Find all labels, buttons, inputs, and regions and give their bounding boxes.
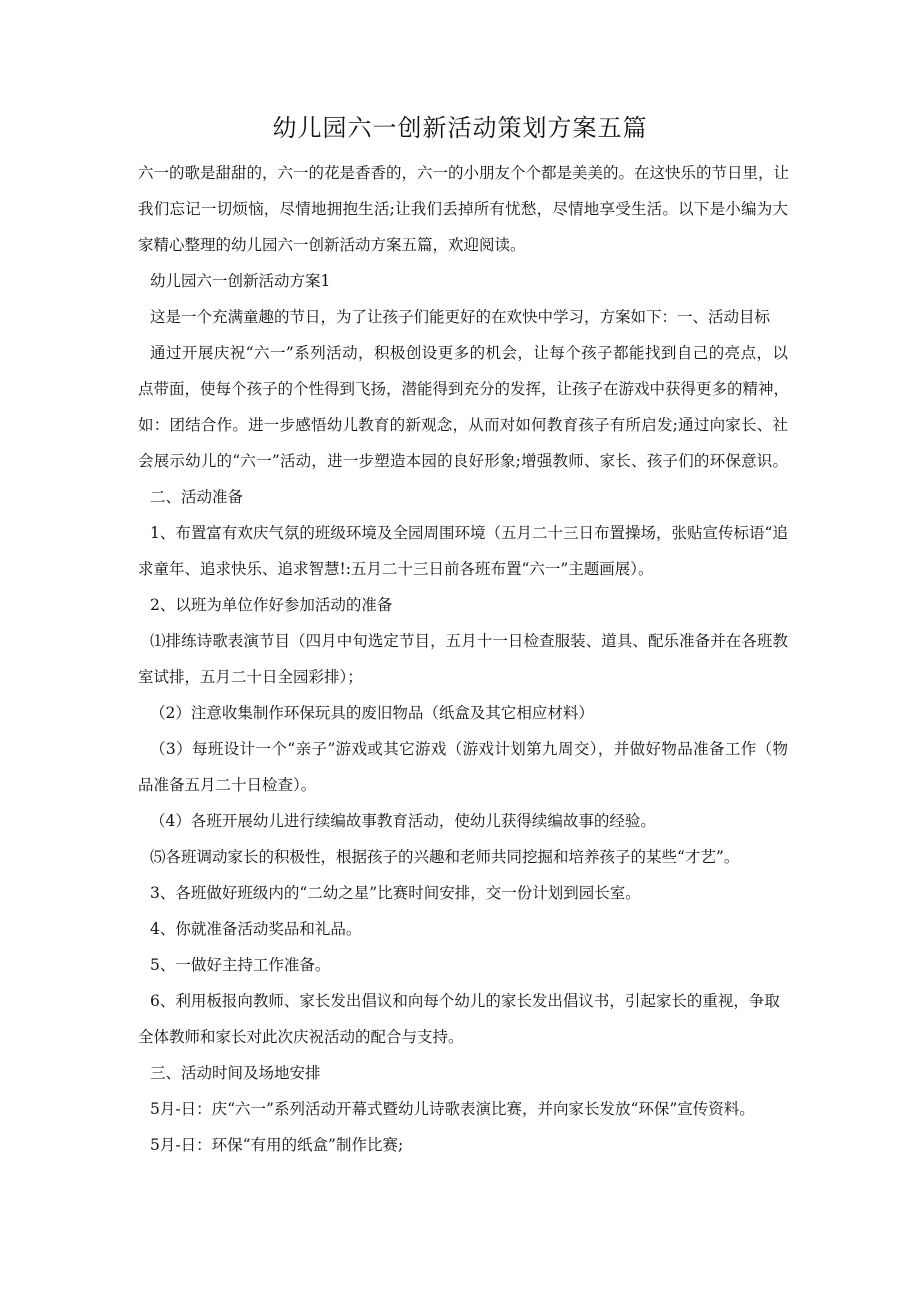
sub-item-1-line-1 bbox=[150, 623, 788, 660]
item-1-line-2: 求童年、追求快乐、追求智慧!:五月二十三日前各班布置“六一”主题画展）。 bbox=[138, 560, 654, 578]
sub-item-3-line-1 bbox=[150, 731, 788, 768]
p2-line-3: 如：团结合作。进一步感悟幼儿教育的新观念，从而对如何教育孩子有所启发;通过向家长、社 bbox=[138, 416, 788, 434]
paragraph-2-line-2 bbox=[138, 371, 788, 408]
intro-paragraph bbox=[138, 155, 788, 192]
sub3-line-1: （3）每班设计一个“亲子”游戏或其它游戏（游戏计划第九周交），并做好物品准备工作（物 bbox=[150, 740, 788, 758]
p2-line-2: 点带面，使每个孩子的个性得到飞扬，潜能得到充分的发挥，让孩子在游戏中获得更多的精神， bbox=[138, 380, 790, 398]
paragraph-2-line-3 bbox=[138, 407, 788, 444]
item-5: 5、一做好主持工作准备。 bbox=[150, 956, 331, 974]
sub-item-5: ⑸各班调动家长的积极性，根据孩子的兴趣和老师共同挖掘和培养孩子的某些“才艺”。 bbox=[150, 848, 740, 866]
item-3: 3、各班做好班级内的“二幼之星”比赛时间安排，交一份计划到园长室。 bbox=[150, 884, 641, 902]
intro-line-3: 家精心整理的幼儿园六一创新活动方案五篇，欢迎阅读。 bbox=[138, 236, 526, 254]
item-2: 2、以班为单位作好参加活动的准备 bbox=[150, 596, 393, 614]
schedule-item-1: 5月-日：庆“六一”系列活动开幕式暨幼儿诗歌表演比赛，并向家长发放“环保”宣传资料。 bbox=[150, 1100, 755, 1118]
schedule-item-2: 5月-日：环保“有用的纸盒”制作比赛; bbox=[150, 1136, 404, 1154]
item-6-line-2: 全体教师和家长对此次庆祝活动的配合与支持。 bbox=[138, 1028, 464, 1046]
p2-line-1: 通过开展庆祝“六一”系列活动，积极创设更多的机会，让每个孩子都能找到自己的亮点，以 bbox=[150, 344, 788, 362]
sub-item-2: （2）注意收集制作环保玩具的废旧物品（纸盒及其它相应材料） bbox=[150, 704, 594, 722]
section1-heading: 幼儿园六一创新活动方案1 bbox=[150, 272, 331, 290]
sub-item-1-line-2: 室试排，五月二十日全园彩排）； bbox=[138, 668, 363, 686]
paragraph-2-line-1 bbox=[150, 335, 788, 372]
sub-item-3-line-2: 品准备五月二十日检查）。 bbox=[138, 776, 317, 794]
paragraph-2-line-4 bbox=[138, 443, 788, 480]
intro-line-1: 六一的歌是甜甜的，六一的花是香香的，六一的小朋友个个都是美美的。在这快乐的节日里，让 bbox=[138, 164, 790, 182]
heading-activity-preparation: 二、活动准备 bbox=[150, 488, 244, 506]
item6-line-1: 6、利用板报向教师、家长发出倡议和向每个幼儿的家长发出倡议书，引起家长的重视，争取 bbox=[150, 992, 780, 1010]
intro-paragraph-line-2 bbox=[138, 191, 788, 228]
heading-schedule: 三、活动时间及场地安排 bbox=[150, 1064, 321, 1082]
sub1-line-1: ⑴排练诗歌表演节目（四月中旬选定节目，五月十一日检查服装、道具、配乐准备并在各班教 bbox=[150, 632, 788, 650]
item-6-line-1 bbox=[150, 983, 780, 1020]
p2-line-4: 会展示幼儿的“六一”活动，进一步塑造本园的良好形象;增强教师、家长、孩子们的环保意识。 bbox=[138, 452, 788, 470]
document-title: 幼儿园六一创新活动策划方案五篇 bbox=[272, 114, 648, 142]
item1-line-1: 1、布置富有欢庆气氛的班级环境及全园周围环境（五月二十三日布置操场，张贴宣传标语“追 bbox=[150, 524, 788, 542]
item-4: 4、你就准备活动奖品和礼品。 bbox=[150, 920, 362, 938]
paragraph-1: 这是一个充满童趣的节日，为了让孩子们能更好的在欢快中学习，方案如下：一、活动目标 bbox=[150, 308, 771, 326]
item-1-line-1 bbox=[150, 515, 788, 552]
sub-item-4: （4）各班开展幼儿进行续编故事教育活动，使幼儿获得续编故事的经验。 bbox=[150, 812, 656, 830]
intro-line-2: 我们忘记一切烦恼，尽情地拥抱生活;让我们丢掉所有忧愁，尽情地享受生活。以下是小编为大 bbox=[138, 200, 788, 218]
